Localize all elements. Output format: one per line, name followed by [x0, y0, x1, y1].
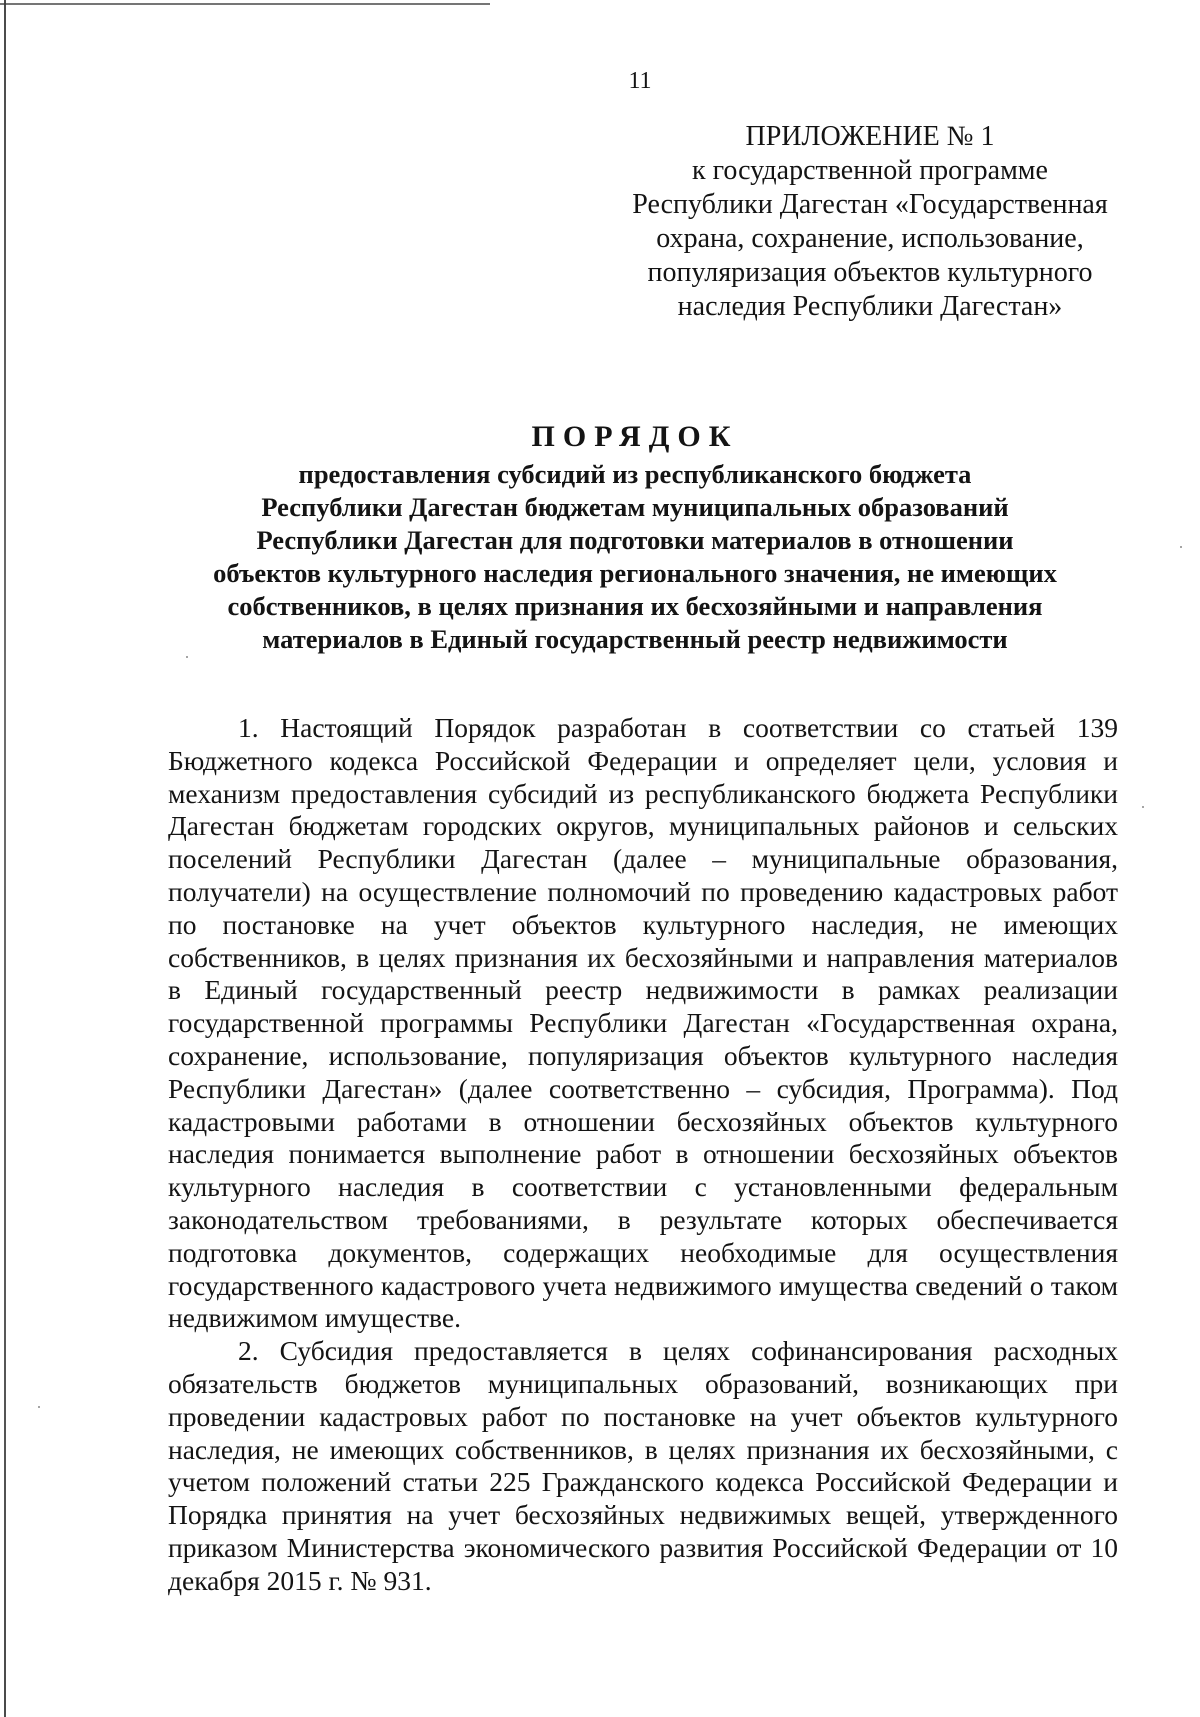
order-subtitle-line: предоставления субсидий из республиканского бюджета — [298, 459, 972, 489]
order-subtitle-line: материалов в Единый государственный реестр недвижимости — [262, 624, 1008, 654]
appendix-title: ПРИЛОЖЕНИЕ № 1 — [745, 121, 995, 152]
appendix-line: наследия Республики Дагестан» — [677, 291, 1063, 322]
appendix-line: Республики Дагестан «Государственная — [632, 189, 1108, 220]
appendix-line: популяризация объектов культурного — [647, 257, 1093, 288]
scan-speck — [1142, 806, 1144, 808]
document-body — [168, 712, 1118, 1598]
scan-speck — [38, 1406, 40, 1408]
page-number: 11 — [628, 68, 652, 94]
appendix-header — [600, 120, 1140, 324]
scan-edge-left — [4, 0, 6, 1717]
order-subtitle-line: Республики Дагестан для подготовки материалов в отношении — [256, 525, 1014, 555]
order-title: ПОРЯДОК — [531, 420, 739, 453]
scan-speck — [1180, 546, 1182, 548]
order-subtitle-line: объектов культурного наследия регионального значения, не имеющих — [213, 558, 1057, 588]
paragraph-1: 1. Настоящий Порядок разработан в соответствии со статьей 139 Бюджетного кодекса Российской Федерации и определяет цели, условия и механизм предоставления субсидий из республиканского бюджета Республики Дагестан бюджетам городских округов, муниципальных районов и сельских поселений Республики Дагестан (далее – муниципальные образования, получатели) на осуществление полномочий по проведению кадастровых работ по постановке на учет объектов культурного наследия, не имеющих собственников, в целях признания их бесхозяйными и направления материалов в Единый государственный реестр недвижимости в рамках реализации государственной программы Республики Дагестан «Государственная охрана, сохранение, использование, популяризация объектов культурного наследия Республики Дагестан» (далее соответственно – субсидия, Программа). Под кадастровыми работами в отношении бесхозяйных объектов культурного наследия понимается выполнение работ в отношении бесхозяйных объектов культурного наследия в соответствии с установленными федеральным законодательством требованиями, в результате которых обеспечивается подготовка документов, содержащих необходимые для осуществления государственного кадастрового учета недвижимого имущества сведений о таком недвижимом имуществе. — [168, 712, 1118, 1334]
scan-speck — [186, 656, 188, 658]
appendix-line: к государственной программе — [692, 155, 1048, 186]
paragraph-2: 2. Субсидия предоставляется в целях софинансирования расходных обязательств бюджетов муниципальных образований, возникающих при проведении кадастровых работ по постановке на учет объектов культурного наследия, не имеющих собственников, в целях признания их бесхозяйными, с учетом положений статьи 225 Гражданского кодекса Российской Федерации и Порядка принятия на учет бесхозяйных недвижимых вещей, утвержденного приказом Министерства экономического развития Российской Федерации от 10 декабря 2015 г. № 931. — [168, 1335, 1118, 1596]
order-subtitle-line: Республики Дагестан бюджетам муниципальных образований — [261, 492, 1009, 522]
order-heading — [150, 418, 1120, 656]
scan-edge-top — [0, 3, 490, 5]
appendix-line: охрана, сохранение, использование, — [656, 223, 1084, 254]
order-subtitle-line: собственников, в целях признания их бесхозяйными и направления — [227, 591, 1043, 621]
